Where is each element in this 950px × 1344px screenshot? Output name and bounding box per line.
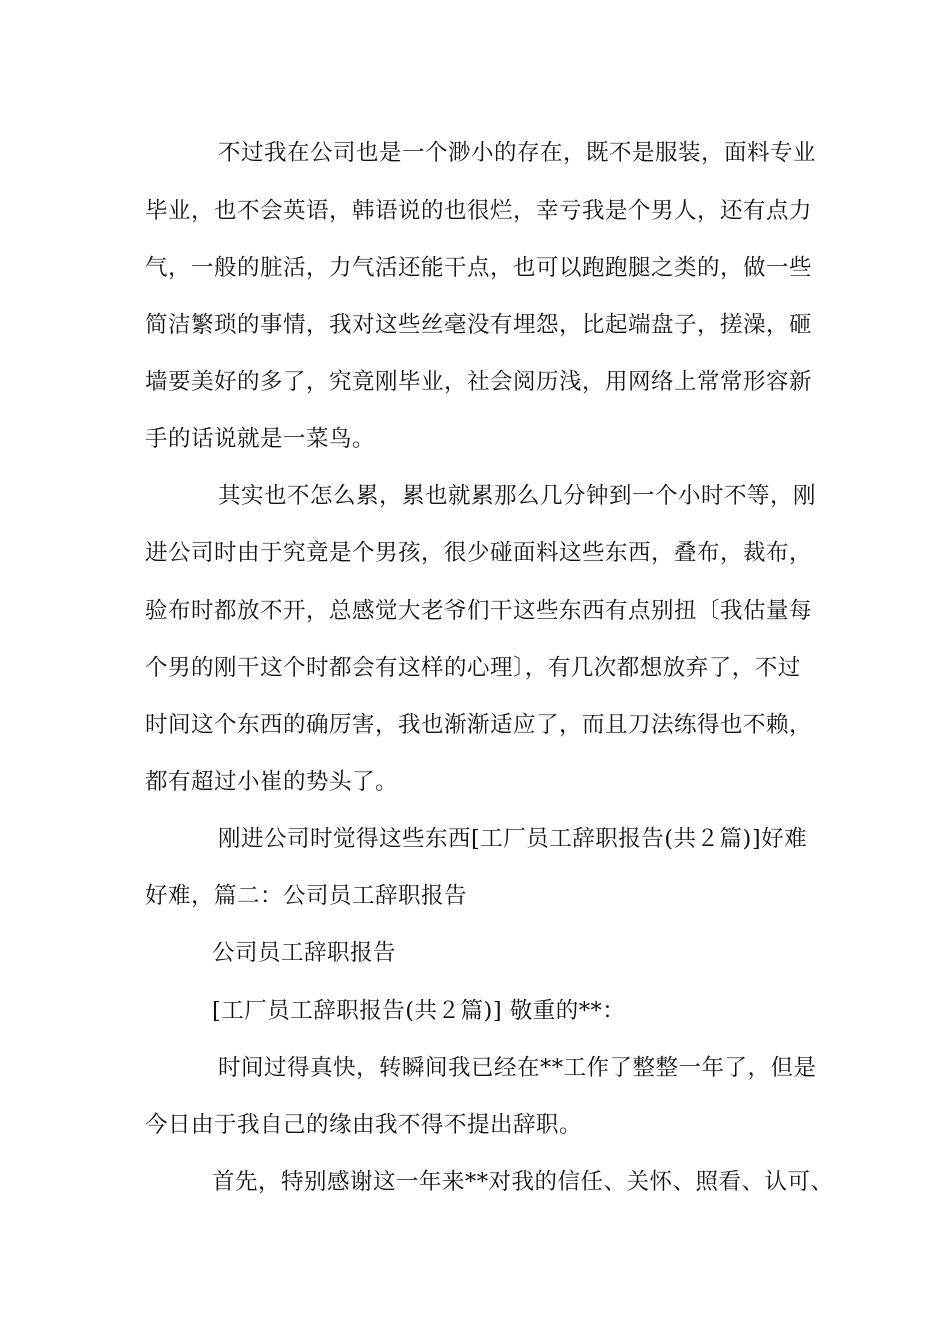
- paragraph-3-line-2: 好难，篇二：公司员工辞职报告: [145, 883, 468, 909]
- paragraph-4-line-2: 今日由于我自己的缘由我不得不提出辞职。: [145, 1112, 583, 1138]
- paragraph-2-line-1: 其实也不怎么累，累也就累那么几分钟到一个小时不等，刚: [218, 483, 817, 509]
- paragraph-4-line-1: 时间过得真快，转瞬间我已经在**工作了整整一年了，但是: [218, 1055, 817, 1081]
- paragraph-1-line-5: 墙要美好的多了，究竟刚毕业，社会阅历浅，用网络上常常形容新: [145, 369, 813, 395]
- paragraph-1-line-4: 简洁繁琐的事情，我对这些丝毫没有埋怨，比起端盘子，搓澡，砸: [145, 312, 813, 338]
- paragraph-2-line-4: 个男的刚干这个时都会有这样的心理〕，有几次都想放弃了，不过: [145, 655, 801, 681]
- salutation: [工厂员工辞职报告(共２篇)] 敬重的**：: [212, 998, 626, 1024]
- paragraph-5-line-1: 首先，特别感谢这一年来**对我的信任、关怀、照看、认可、: [212, 1169, 834, 1195]
- paragraph-1-line-6: 手的话说就是一菜鸟。: [145, 426, 376, 452]
- section-heading: 公司员工辞职报告: [212, 940, 397, 966]
- paragraph-2-line-5: 时间这个东西的确厉害，我也渐渐适应了，而且刀法练得也不赖，: [145, 712, 813, 738]
- paragraph-2-line-3: 验布时都放不开，总感觉大老爷们干这些东西有点别扭〔我估量每: [145, 598, 813, 624]
- paragraph-2-line-2: 进公司时由于究竟是个男孩，很少碰面料这些东西，叠布，裁布，: [145, 540, 813, 566]
- paragraph-3-line-1: 刚进公司时觉得这些东西[工厂员工辞职报告(共２篇)]好难: [218, 826, 808, 852]
- paragraph-1-line-3: 气，一般的脏活，力气活还能干点，也可以跑跑腿之类的，做一些: [145, 255, 813, 281]
- paragraph-2-line-6: 都有超过小崔的势头了。: [145, 769, 399, 795]
- paragraph-1-line-2: 毕业，也不会英语，韩语说的也很烂，幸亏我是个男人，还有点力: [145, 198, 813, 224]
- paragraph-1-line-1: 不过我在公司也是一个渺小的存在，既不是服装，面料专业: [218, 140, 817, 166]
